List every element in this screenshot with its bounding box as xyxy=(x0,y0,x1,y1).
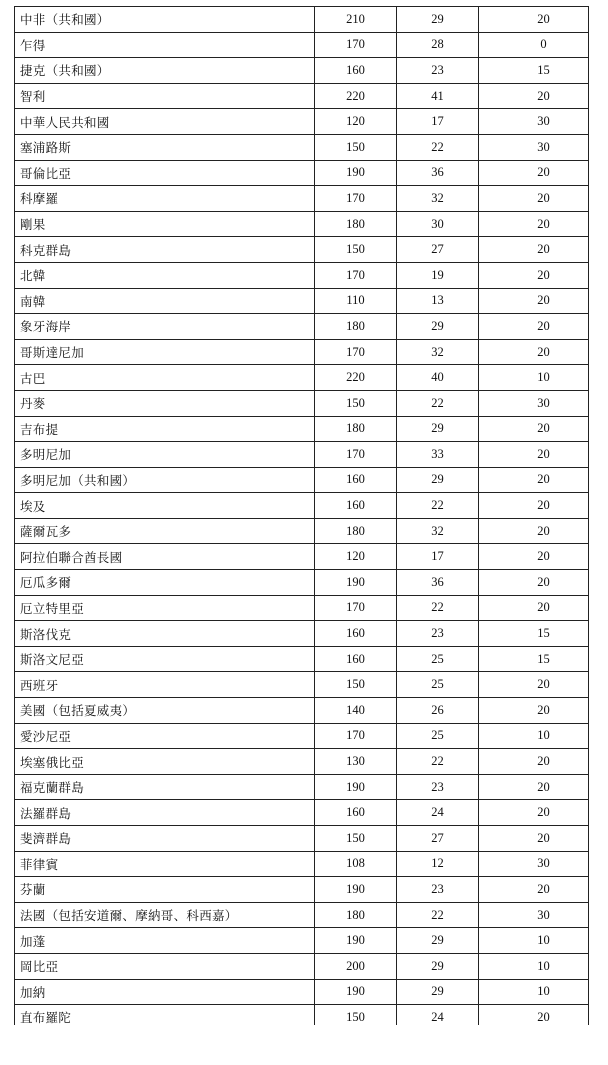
value-b-cell: 23 xyxy=(397,58,479,84)
value-a-cell: 150 xyxy=(315,237,397,263)
value-b-cell: 29 xyxy=(397,979,479,1005)
value-c-cell: 20 xyxy=(479,160,589,186)
value-a-cell: 190 xyxy=(315,160,397,186)
country-name-cell: 埃及 xyxy=(15,493,315,519)
table-row xyxy=(15,928,589,954)
country-name-cell: 加蓬 xyxy=(15,928,315,954)
country-name-cell: 乍得 xyxy=(15,32,315,58)
value-b-cell: 32 xyxy=(397,186,479,212)
value-a-cell: 170 xyxy=(315,595,397,621)
value-c-cell: 15 xyxy=(479,621,589,647)
value-c-cell: 20 xyxy=(479,749,589,775)
country-name-cell: 菲律賓 xyxy=(15,851,315,877)
country-name-cell: 象牙海岸 xyxy=(15,314,315,340)
table-row xyxy=(15,160,589,186)
value-a-cell: 160 xyxy=(315,646,397,672)
value-a-cell: 180 xyxy=(315,211,397,237)
value-c-cell: 20 xyxy=(479,339,589,365)
country-name-cell: 智利 xyxy=(15,83,315,109)
value-a-cell: 170 xyxy=(315,723,397,749)
table-row xyxy=(15,595,589,621)
value-a-cell: 150 xyxy=(315,1005,397,1031)
table-row xyxy=(15,774,589,800)
table-row xyxy=(15,723,589,749)
country-name-cell: 北韓 xyxy=(15,262,315,288)
value-c-cell: 10 xyxy=(479,723,589,749)
value-b-cell: 24 xyxy=(397,800,479,826)
value-b-cell: 28 xyxy=(397,32,479,58)
country-data-table xyxy=(14,6,589,1031)
country-name-cell: 塞浦路斯 xyxy=(15,134,315,160)
country-name-cell: 科克群島 xyxy=(15,237,315,263)
value-a-cell: 140 xyxy=(315,698,397,724)
value-a-cell: 150 xyxy=(315,826,397,852)
value-b-cell: 41 xyxy=(397,83,479,109)
value-a-cell: 190 xyxy=(315,774,397,800)
value-a-cell: 180 xyxy=(315,314,397,340)
country-name-cell: 厄立特里亞 xyxy=(15,595,315,621)
value-b-cell: 17 xyxy=(397,109,479,135)
value-a-cell: 170 xyxy=(315,442,397,468)
value-b-cell: 22 xyxy=(397,134,479,160)
country-name-cell: 哥倫比亞 xyxy=(15,160,315,186)
value-b-cell: 29 xyxy=(397,416,479,442)
value-c-cell: 30 xyxy=(479,902,589,928)
value-c-cell: 15 xyxy=(479,58,589,84)
value-c-cell: 20 xyxy=(479,800,589,826)
country-name-cell: 科摩羅 xyxy=(15,186,315,212)
table-row xyxy=(15,749,589,775)
value-a-cell: 220 xyxy=(315,365,397,391)
table-row xyxy=(15,544,589,570)
country-name-cell: 多明尼加（共和國） xyxy=(15,467,315,493)
page-bottom-edge xyxy=(14,1025,600,1065)
table-row xyxy=(15,621,589,647)
value-c-cell: 20 xyxy=(479,211,589,237)
value-b-cell: 40 xyxy=(397,365,479,391)
value-c-cell: 30 xyxy=(479,851,589,877)
table-row xyxy=(15,953,589,979)
country-name-cell: 斯洛文尼亞 xyxy=(15,646,315,672)
country-name-cell: 厄瓜多爾 xyxy=(15,570,315,596)
value-a-cell: 200 xyxy=(315,953,397,979)
value-c-cell: 30 xyxy=(479,390,589,416)
table-row xyxy=(15,186,589,212)
value-b-cell: 23 xyxy=(397,877,479,903)
table-row xyxy=(15,262,589,288)
country-name-cell: 直布羅陀 xyxy=(15,1005,315,1031)
country-name-cell: 法羅群島 xyxy=(15,800,315,826)
value-c-cell: 30 xyxy=(479,109,589,135)
value-b-cell: 24 xyxy=(397,1005,479,1031)
table-row xyxy=(15,109,589,135)
value-c-cell: 10 xyxy=(479,365,589,391)
country-name-cell: 斐濟群島 xyxy=(15,826,315,852)
table-row xyxy=(15,288,589,314)
table-row xyxy=(15,672,589,698)
value-c-cell: 20 xyxy=(479,288,589,314)
value-a-cell: 170 xyxy=(315,339,397,365)
country-name-cell: 捷克（共和國） xyxy=(15,58,315,84)
country-name-cell: 愛沙尼亞 xyxy=(15,723,315,749)
table-row xyxy=(15,237,589,263)
value-a-cell: 160 xyxy=(315,58,397,84)
value-a-cell: 190 xyxy=(315,928,397,954)
country-name-cell: 古巴 xyxy=(15,365,315,391)
value-a-cell: 210 xyxy=(315,7,397,33)
value-a-cell: 160 xyxy=(315,621,397,647)
table-row xyxy=(15,979,589,1005)
country-name-cell: 岡比亞 xyxy=(15,953,315,979)
value-b-cell: 26 xyxy=(397,698,479,724)
table-row xyxy=(15,467,589,493)
country-name-cell: 福克蘭群島 xyxy=(15,774,315,800)
table-row xyxy=(15,902,589,928)
country-name-cell: 芬蘭 xyxy=(15,877,315,903)
value-a-cell: 130 xyxy=(315,749,397,775)
country-name-cell: 埃塞俄比亞 xyxy=(15,749,315,775)
value-b-cell: 25 xyxy=(397,672,479,698)
value-c-cell: 10 xyxy=(479,953,589,979)
value-b-cell: 29 xyxy=(397,467,479,493)
value-b-cell: 12 xyxy=(397,851,479,877)
table-row xyxy=(15,800,589,826)
value-a-cell: 108 xyxy=(315,851,397,877)
value-b-cell: 32 xyxy=(397,518,479,544)
table-body xyxy=(15,7,589,1031)
value-b-cell: 27 xyxy=(397,237,479,263)
value-c-cell: 20 xyxy=(479,877,589,903)
value-c-cell: 10 xyxy=(479,979,589,1005)
country-name-cell: 美國（包括夏威夷） xyxy=(15,698,315,724)
value-a-cell: 120 xyxy=(315,109,397,135)
table-row xyxy=(15,211,589,237)
value-c-cell: 20 xyxy=(479,237,589,263)
value-a-cell: 170 xyxy=(315,186,397,212)
value-c-cell: 20 xyxy=(479,442,589,468)
country-name-cell: 南韓 xyxy=(15,288,315,314)
value-b-cell: 30 xyxy=(397,211,479,237)
value-b-cell: 22 xyxy=(397,390,479,416)
table-row xyxy=(15,570,589,596)
table-row xyxy=(15,518,589,544)
value-b-cell: 32 xyxy=(397,339,479,365)
value-a-cell: 220 xyxy=(315,83,397,109)
value-b-cell: 22 xyxy=(397,902,479,928)
value-c-cell: 20 xyxy=(479,314,589,340)
value-c-cell: 20 xyxy=(479,672,589,698)
value-b-cell: 22 xyxy=(397,749,479,775)
value-b-cell: 25 xyxy=(397,723,479,749)
table-row xyxy=(15,339,589,365)
value-b-cell: 17 xyxy=(397,544,479,570)
country-name-cell: 吉布提 xyxy=(15,416,315,442)
table-row xyxy=(15,7,589,33)
country-name-cell: 哥斯達尼加 xyxy=(15,339,315,365)
table-row xyxy=(15,83,589,109)
value-a-cell: 190 xyxy=(315,877,397,903)
value-a-cell: 170 xyxy=(315,32,397,58)
table-row xyxy=(15,390,589,416)
value-c-cell: 20 xyxy=(479,698,589,724)
table-row xyxy=(15,646,589,672)
table-row xyxy=(15,698,589,724)
value-a-cell: 110 xyxy=(315,288,397,314)
value-c-cell: 20 xyxy=(479,518,589,544)
value-b-cell: 29 xyxy=(397,953,479,979)
value-b-cell: 36 xyxy=(397,160,479,186)
value-a-cell: 180 xyxy=(315,416,397,442)
value-c-cell: 20 xyxy=(479,186,589,212)
value-a-cell: 160 xyxy=(315,800,397,826)
table-row xyxy=(15,32,589,58)
value-c-cell: 15 xyxy=(479,646,589,672)
value-c-cell: 20 xyxy=(479,1005,589,1031)
value-c-cell: 20 xyxy=(479,544,589,570)
value-c-cell: 20 xyxy=(479,83,589,109)
value-c-cell: 20 xyxy=(479,7,589,33)
value-a-cell: 190 xyxy=(315,570,397,596)
country-name-cell: 西班牙 xyxy=(15,672,315,698)
table-row xyxy=(15,365,589,391)
value-b-cell: 22 xyxy=(397,493,479,519)
value-b-cell: 23 xyxy=(397,774,479,800)
country-name-cell: 中非（共和國） xyxy=(15,7,315,33)
value-c-cell: 20 xyxy=(479,595,589,621)
value-a-cell: 120 xyxy=(315,544,397,570)
country-name-cell: 阿拉伯聯合酋長國 xyxy=(15,544,315,570)
value-a-cell: 150 xyxy=(315,672,397,698)
country-name-cell: 斯洛伐克 xyxy=(15,621,315,647)
table-row xyxy=(15,442,589,468)
value-a-cell: 180 xyxy=(315,518,397,544)
value-c-cell: 10 xyxy=(479,928,589,954)
table-row xyxy=(15,493,589,519)
country-name-cell: 中華人民共和國 xyxy=(15,109,315,135)
country-name-cell: 丹麥 xyxy=(15,390,315,416)
value-b-cell: 27 xyxy=(397,826,479,852)
table-row xyxy=(15,314,589,340)
value-c-cell: 20 xyxy=(479,467,589,493)
country-name-cell: 加納 xyxy=(15,979,315,1005)
value-b-cell: 23 xyxy=(397,621,479,647)
value-a-cell: 150 xyxy=(315,390,397,416)
table-row xyxy=(15,877,589,903)
value-c-cell: 20 xyxy=(479,493,589,519)
value-c-cell: 20 xyxy=(479,826,589,852)
country-name-cell: 剛果 xyxy=(15,211,315,237)
document-page xyxy=(14,6,600,1031)
value-c-cell: 20 xyxy=(479,774,589,800)
table-row xyxy=(15,826,589,852)
country-name-cell: 多明尼加 xyxy=(15,442,315,468)
table-row xyxy=(15,851,589,877)
value-c-cell: 20 xyxy=(479,416,589,442)
value-a-cell: 150 xyxy=(315,134,397,160)
value-c-cell: 20 xyxy=(479,570,589,596)
country-name-cell: 法國（包括安道爾、摩納哥、科西嘉） xyxy=(15,902,315,928)
table-row xyxy=(15,58,589,84)
value-a-cell: 180 xyxy=(315,902,397,928)
value-b-cell: 25 xyxy=(397,646,479,672)
value-a-cell: 170 xyxy=(315,262,397,288)
value-b-cell: 29 xyxy=(397,928,479,954)
value-b-cell: 29 xyxy=(397,314,479,340)
value-a-cell: 160 xyxy=(315,467,397,493)
value-a-cell: 160 xyxy=(315,493,397,519)
value-b-cell: 29 xyxy=(397,7,479,33)
value-a-cell: 190 xyxy=(315,979,397,1005)
value-c-cell: 0 xyxy=(479,32,589,58)
value-c-cell: 30 xyxy=(479,134,589,160)
table-row xyxy=(15,416,589,442)
value-b-cell: 36 xyxy=(397,570,479,596)
value-c-cell: 20 xyxy=(479,262,589,288)
table-row xyxy=(15,134,589,160)
value-b-cell: 22 xyxy=(397,595,479,621)
value-b-cell: 13 xyxy=(397,288,479,314)
value-b-cell: 19 xyxy=(397,262,479,288)
country-name-cell: 薩爾瓦多 xyxy=(15,518,315,544)
value-b-cell: 33 xyxy=(397,442,479,468)
